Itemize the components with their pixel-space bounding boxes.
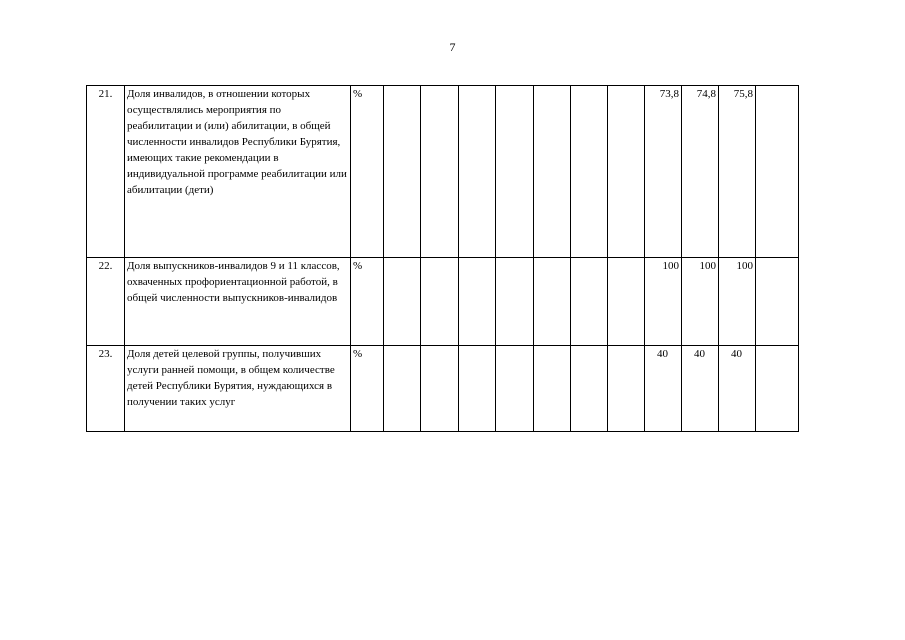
indicators-table xyxy=(86,85,799,432)
unit-cell: % xyxy=(351,258,384,346)
row-number: 23. xyxy=(87,346,125,432)
empty-cell xyxy=(459,346,496,432)
page-number: 7 xyxy=(449,40,456,54)
value-cell: 100 xyxy=(719,258,756,346)
empty-cell xyxy=(496,258,534,346)
value-cell: 74,8 xyxy=(682,86,719,258)
value-cell: 100 xyxy=(682,258,719,346)
empty-cell xyxy=(534,86,571,258)
value-cell: 75,8 xyxy=(719,86,756,258)
empty-cell xyxy=(384,346,421,432)
empty-cell xyxy=(421,258,459,346)
empty-cell xyxy=(384,86,421,258)
empty-cell xyxy=(571,346,608,432)
empty-cell xyxy=(608,258,645,346)
empty-cell xyxy=(384,258,421,346)
value-cell: 40 xyxy=(645,346,682,432)
empty-cell xyxy=(756,258,799,346)
value-cell: 40 xyxy=(719,346,756,432)
indicator-name: Доля инвалидов, в отношении которых осуществлялись мероприятия по реабилитации и (или) абилитации, в общей численности инвалидов Республики Бурятия, имеющих такие рекомендации в индивидуальной программе реабилитации или абилитации (дети) xyxy=(125,86,351,258)
empty-cell xyxy=(756,346,799,432)
empty-cell xyxy=(608,86,645,258)
empty-cell xyxy=(608,346,645,432)
empty-cell xyxy=(459,86,496,258)
value-cell: 100 xyxy=(645,258,682,346)
indicator-name: Доля выпускников-инвалидов 9 и 11 классов, охваченных профориентационной работой, в общей численности выпускников-инвалидов xyxy=(125,258,351,346)
empty-cell xyxy=(756,86,799,258)
empty-cell xyxy=(571,258,608,346)
empty-cell xyxy=(421,86,459,258)
empty-cell xyxy=(534,346,571,432)
value-cell: 73,8 xyxy=(645,86,682,258)
table-row xyxy=(87,346,799,432)
table-row xyxy=(87,86,799,258)
row-number: 21. xyxy=(87,86,125,258)
row-number: 22. xyxy=(87,258,125,346)
value-cell: 40 xyxy=(682,346,719,432)
empty-cell xyxy=(421,346,459,432)
indicator-name: Доля детей целевой группы, получивших услуги ранней помощи, в общем количестве детей Республики Бурятия, нуждающихся в получении таких услуг xyxy=(125,346,351,432)
unit-cell: % xyxy=(351,346,384,432)
empty-cell xyxy=(534,258,571,346)
empty-cell xyxy=(459,258,496,346)
empty-cell xyxy=(496,86,534,258)
empty-cell xyxy=(571,86,608,258)
empty-cell xyxy=(496,346,534,432)
unit-cell: % xyxy=(351,86,384,258)
table-row xyxy=(87,258,799,346)
